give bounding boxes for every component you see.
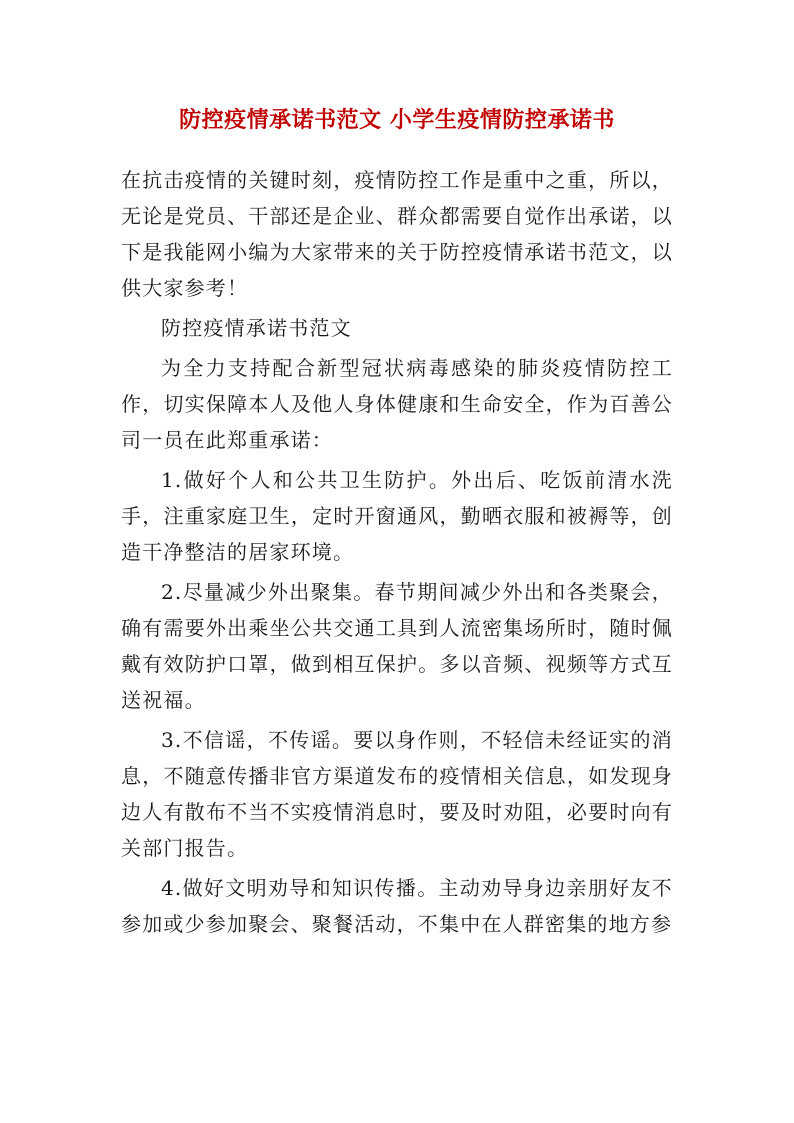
preamble-paragraph: 为全力支持配合新型冠状病毒感染的肺炎疫情防控工作，切实保障本人及他人身体健康和生命安全，作为百善公司一员在此郑重承诺：	[121, 356, 673, 452]
commitment-item-1: 1.做好个人和公共卫生防护。外出后、吃饭前清水洗手，注重家庭卫生，定时开窗通风，勤晒衣服和被褥等，创造干净整洁的居家环境。	[121, 468, 673, 564]
commitment-item-3: 3.不信谣，不传谣。要以身作则，不轻信未经证实的消息，不随意传播非官方渠道发布的疫情相关信息，如发现身边人有散布不当不实疫情消息时，要及时劝阻，必要时向有关部门报告。	[121, 728, 673, 860]
document-title: 防控疫情承诺书范文 小学生疫情防控承诺书	[179, 107, 615, 133]
commitment-item-4: 4.做好文明劝导和知识传播。主动劝导身边亲朋好友不参加或少参加聚会、聚餐活动，不集中在人群密集的地方参	[121, 876, 673, 936]
section-heading: 防控疫情承诺书范文	[161, 316, 352, 340]
intro-paragraph: 在抗击疫情的关键时刻，疫情防控工作是重中之重，所以，无论是党员、干部还是企业、群众都需要自觉作出承诺，以下是我能网小编为大家带来的关于防控疫情承诺书范文，以供大家参考！	[121, 168, 673, 300]
document-body	[121, 162, 673, 942]
commitment-item-2: 2.尽量减少外出聚集。春节期间减少外出和各类聚会，确有需要外出乘坐公共交通工具到人流密集场所时，随时佩戴有效防护口罩，做到相互保护。多以音频、视频等方式互送祝福。	[121, 580, 673, 712]
